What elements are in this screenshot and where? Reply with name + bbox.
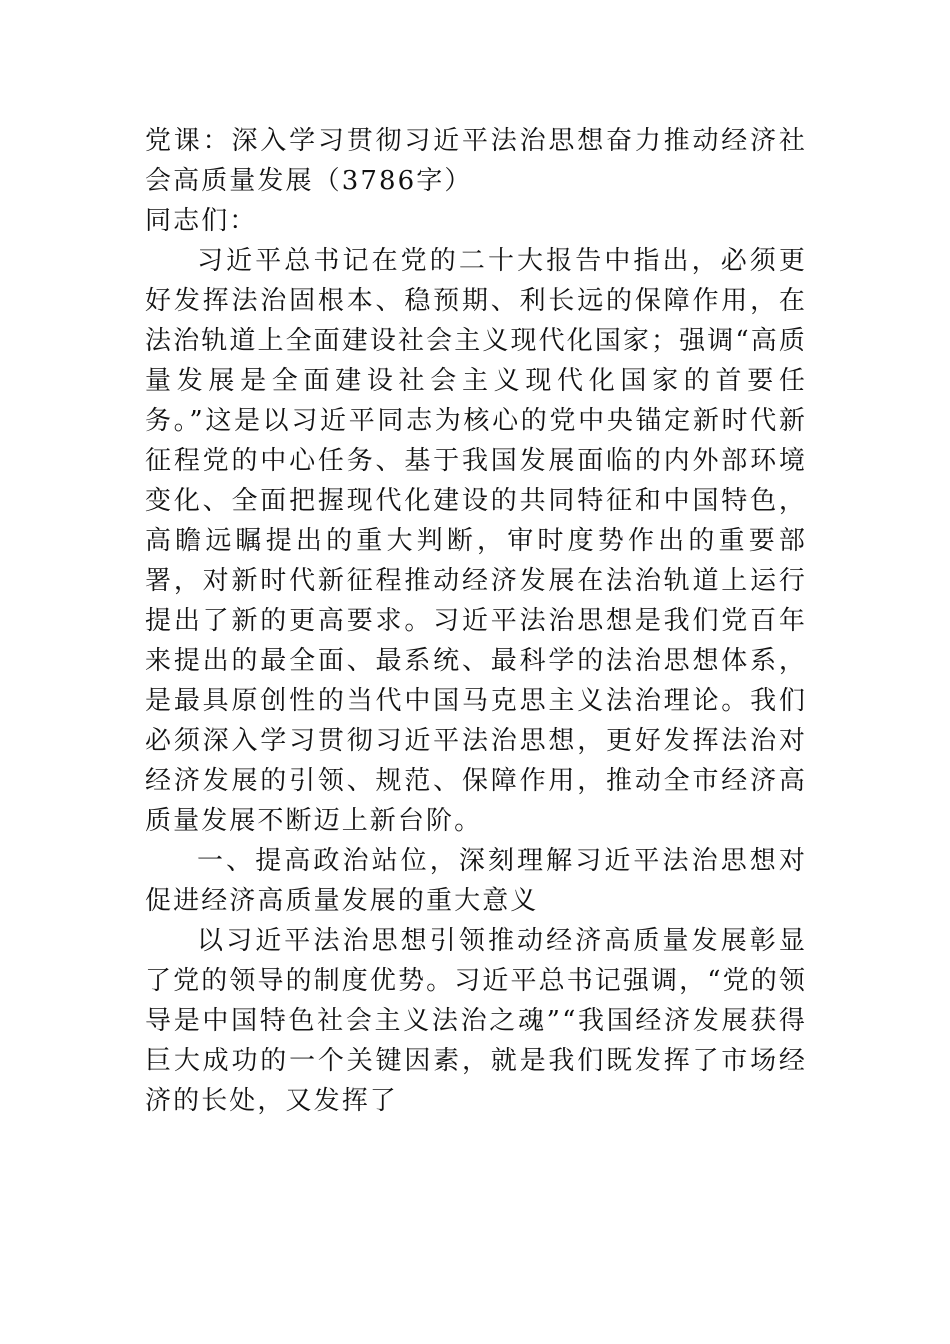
section-heading-one: 一、提高政治站位，深刻理解习近平法治思想对促进经济高质量发展的重大意义 [145, 846, 807, 916]
salutation: 同志们： [145, 206, 258, 236]
document-title: 党课：深入学习贯彻习近平法治思想奋力推动经济社会高质量发展（3786字） [145, 126, 807, 196]
document-body [145, 121, 807, 1121]
paragraph-intro: 习近平总书记在党的二十大报告中指出，必须更好发挥法治固根本、稳预期、利长远的保障作用，在法治轨道上全面建设社会主义现代化国家；强调“高质量发展是全面建设社会主义现代化国家的首要任务。”这是以习近平同志为核心的党中央锚定新时代新征程党的中心任务、基于我国发展面临的内外部环境变化、全面把握现代化建设的共同特征和中国特色，高瞻远瞩提出的重大判断，审时度势作出的重要部署，对新时代新征程推动经济发展在法治轨道上运行提出了新的更高要求。习近平法治思想是我们党百年来提出的最全面、最系统、最科学的法治思想体系，是最具原创性的当代中国马克思主义法治理论。我们必须深入学习贯彻习近平法治思想，更好发挥法治对经济发展的引领、规范、保障作用，推动全市经济高质量发展不断迈上新台阶。 [145, 246, 807, 836]
paragraph-party-leadership: 以习近平法治思想引领推动经济高质量发展彰显了党的领导的制度优势。习近平总书记强调，“党的领导是中国特色社会主义法治之魂”“我国经济发展获得巨大成功的一个关键因素，就是我们既发挥了市场经济的长处，又发挥了 [145, 926, 807, 1116]
